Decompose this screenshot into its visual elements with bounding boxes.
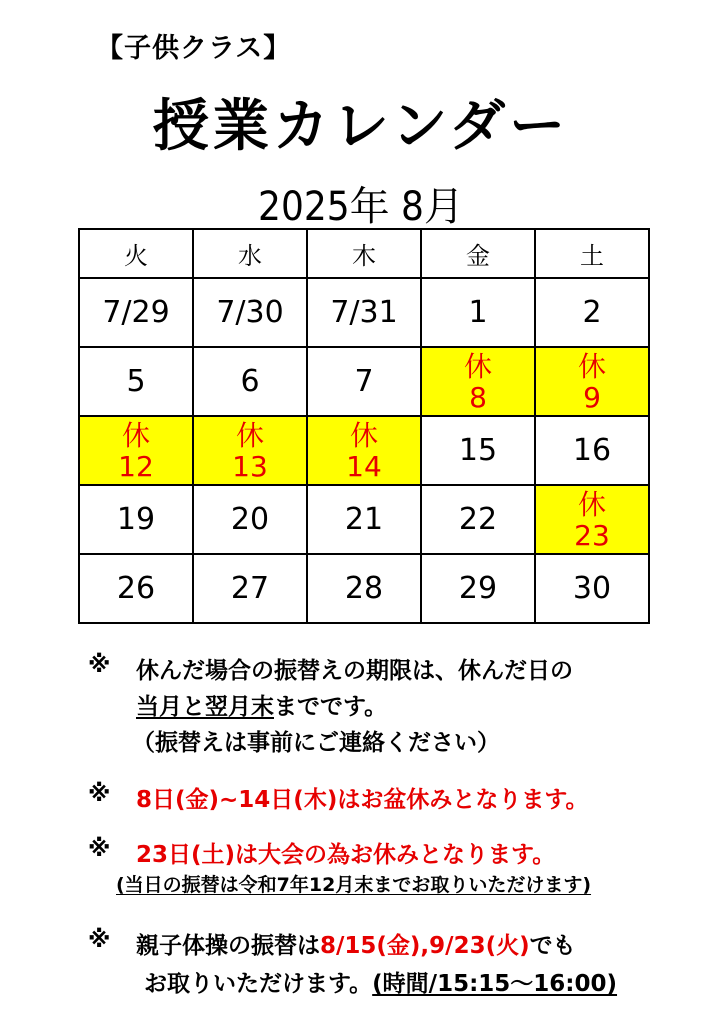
note-mark: ※ [88,781,111,807]
note-4-text-b: でも [529,933,576,959]
holiday-cell [307,416,421,485]
day-number: 8 [469,380,487,414]
note-1-line-1: 休んだ場合の振替えの期限は、休んだ日の [136,658,573,684]
holiday-mark: 休 [349,418,378,452]
page-title: 授業カレンダー [152,94,570,159]
day-cell: 2 [535,278,649,347]
day-number: 13 [232,449,268,483]
weekday-row [79,229,649,278]
day-cell: 7/30 [193,278,307,347]
note-1-line-2 [136,688,387,721]
day-cell: 19 [79,485,193,554]
week-row [79,554,649,623]
note-2: 8日(金)~14日(木)はお盆休みとなります。 [136,787,589,813]
note-1-line-3: （振替えは事前にご連絡ください） [132,730,500,756]
week-row [79,278,649,347]
day-number: 9 [583,380,601,414]
note-3-sub: (当日の振替は令和7年12月末までお取りいただけます) [116,874,592,896]
class-tag: 【子供クラス】 [96,33,292,64]
holiday-mark: 休 [577,349,606,383]
week-row [79,485,649,554]
day-cell: 22 [421,485,535,554]
day-cell: 21 [307,485,421,554]
note-1-line-2-rest: までです。 [274,694,388,720]
day-cell: 29 [421,554,535,623]
note-mark: ※ [88,652,111,678]
note-3: 23日(土)は大会の為お休みとなります。 [136,842,556,868]
day-cell: 28 [307,554,421,623]
note-1-underlined: 当月と翌月末 [136,694,274,720]
day-cell: 15 [421,416,535,485]
day-cell: 27 [193,554,307,623]
holiday-cell [421,347,535,416]
note-4-time: (時間/15:15～16:00) [372,971,618,997]
day-cell: 20 [193,485,307,554]
day-cell: 5 [79,347,193,416]
weekday-header: 土 [535,229,649,278]
day-cell: 26 [79,554,193,623]
holiday-mark: 休 [463,349,492,383]
day-cell: 7 [307,347,421,416]
holiday-cell [535,485,649,554]
weekday-header: 火 [79,229,193,278]
week-row [79,347,649,416]
holiday-mark: 休 [235,418,264,452]
note-4-text-a: 親子体操の振替は [136,933,320,959]
day-number: 23 [574,518,610,552]
holiday-mark: 休 [577,487,606,521]
note-mark: ※ [88,836,111,862]
note-4-available: お取りいただけます。 [144,971,373,997]
month-heading: 2025年 8月 [258,184,464,230]
day-cell: 30 [535,554,649,623]
week-row [79,416,649,485]
note-mark: ※ [88,927,111,953]
holiday-mark: 休 [121,418,150,452]
weekday-header: 水 [193,229,307,278]
note-4-line-1 [136,927,576,960]
day-number: 12 [118,449,154,483]
day-cell: 6 [193,347,307,416]
holiday-cell [79,416,193,485]
weekday-header: 金 [421,229,535,278]
note-4-line-2 [144,965,617,998]
holiday-cell [193,416,307,485]
holiday-cell [535,347,649,416]
day-cell: 1 [421,278,535,347]
day-cell: 16 [535,416,649,485]
calendar-table [78,228,650,624]
day-number: 14 [346,449,382,483]
day-cell: 7/29 [79,278,193,347]
day-cell: 7/31 [307,278,421,347]
weekday-header: 木 [307,229,421,278]
note-4-dates: 8/15(金),9/23(火) [320,933,530,959]
